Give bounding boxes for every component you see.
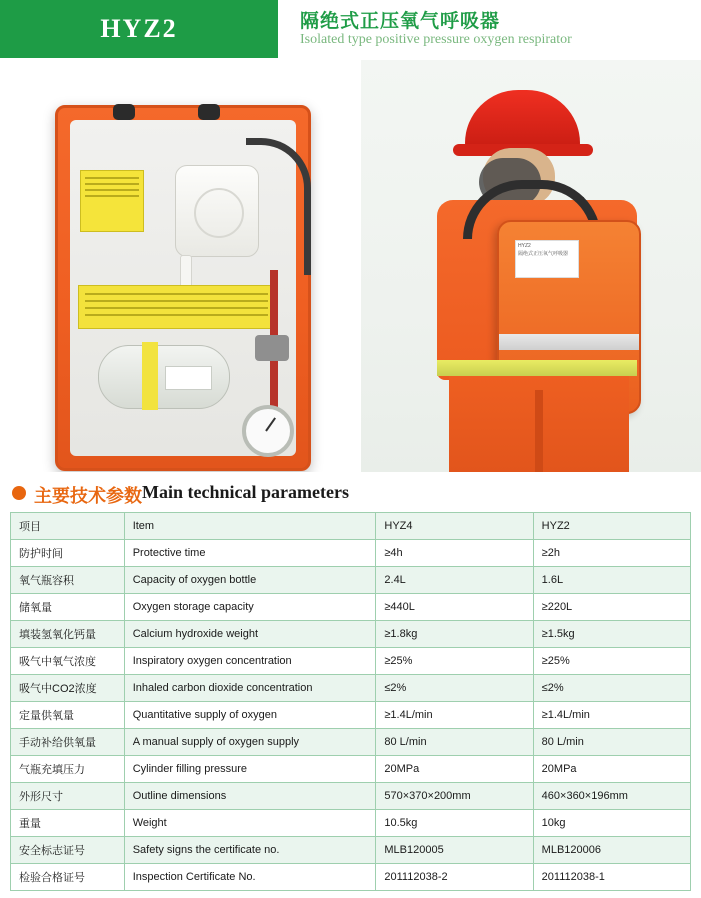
knob-icon bbox=[198, 104, 220, 120]
table-row bbox=[11, 864, 691, 891]
table-cell: 填装氢氧化钙量 bbox=[11, 621, 125, 648]
table-row bbox=[11, 702, 691, 729]
table-cell: Cylinder filling pressure bbox=[124, 756, 376, 783]
yellow-label-box bbox=[80, 170, 144, 232]
product-title-cn: 隔绝式正压氧气呼吸器 bbox=[300, 11, 501, 32]
table-cell: MLB120006 bbox=[533, 837, 690, 864]
pack-reflective-band bbox=[499, 334, 639, 350]
table-cell: ≤2% bbox=[533, 675, 690, 702]
cylinder-strap bbox=[142, 342, 158, 410]
table-row bbox=[11, 756, 691, 783]
table-row bbox=[11, 648, 691, 675]
table-cell: Capacity of oxygen bottle bbox=[124, 567, 376, 594]
table-cell: Weight bbox=[124, 810, 376, 837]
section-title-en: Main technical parameters bbox=[142, 482, 349, 502]
table-cell: 重量 bbox=[11, 810, 125, 837]
reflective-stripe bbox=[437, 360, 637, 376]
table-header-cell: HYZ4 bbox=[376, 513, 533, 540]
worker-photo bbox=[405, 60, 695, 472]
table-cell: Quantitative supply of oxygen bbox=[124, 702, 376, 729]
table-row bbox=[11, 675, 691, 702]
pack-desc-text: 隔绝式正压氧气呼吸器 bbox=[518, 250, 569, 257]
table-cell: ≥2h bbox=[533, 540, 690, 567]
table-cell: 460×360×196mm bbox=[533, 783, 690, 810]
device-interior bbox=[70, 120, 296, 456]
table-cell: 检验合格证号 bbox=[11, 864, 125, 891]
table-cell: Inhaled carbon dioxide concentration bbox=[124, 675, 376, 702]
label-lines bbox=[85, 293, 268, 295]
label-lines bbox=[85, 177, 139, 179]
breathing-hose bbox=[246, 138, 311, 275]
model-band bbox=[0, 0, 278, 58]
product-title-en: Isolated type positive pressure oxygen respirator bbox=[300, 32, 572, 47]
table-cell: 2.4L bbox=[376, 567, 533, 594]
table-row bbox=[11, 810, 691, 837]
table-cell: 80 L/min bbox=[533, 729, 690, 756]
table-cell: 10kg bbox=[533, 810, 690, 837]
bullet-dot-icon bbox=[12, 486, 26, 500]
table-header-cell: 项目 bbox=[11, 513, 125, 540]
cylinder-label bbox=[165, 366, 212, 390]
table-cell: 1.6L bbox=[533, 567, 690, 594]
table-row bbox=[11, 621, 691, 648]
regulator-valve bbox=[255, 335, 289, 361]
table-cell: Inspiratory oxygen concentration bbox=[124, 648, 376, 675]
table-cell: 20MPa bbox=[376, 756, 533, 783]
table-cell: ≥4h bbox=[376, 540, 533, 567]
leg-divider bbox=[535, 390, 543, 472]
table-header-row bbox=[11, 513, 691, 540]
table-cell: A manual supply of oxygen supply bbox=[124, 729, 376, 756]
table-cell: ≥1.4L/min bbox=[376, 702, 533, 729]
pack-model-text: HYZ2 bbox=[518, 243, 531, 249]
table-cell: 外形尺寸 bbox=[11, 783, 125, 810]
table-row bbox=[11, 594, 691, 621]
table-cell: Safety signs the certificate no. bbox=[124, 837, 376, 864]
specs-table bbox=[10, 512, 691, 891]
table-cell: 201112038-1 bbox=[533, 864, 690, 891]
pressure-gauge bbox=[242, 405, 294, 457]
table-row bbox=[11, 837, 691, 864]
table-cell: 吸气中CO2浓度 bbox=[11, 675, 125, 702]
respirator-unit-photo bbox=[55, 105, 311, 471]
table-cell: Calcium hydroxide weight bbox=[124, 621, 376, 648]
table-row bbox=[11, 729, 691, 756]
section-title-cn: 主要技术参数 bbox=[34, 486, 142, 506]
specs-table-body bbox=[11, 513, 691, 891]
table-row bbox=[11, 783, 691, 810]
table-cell: 氧气瓶容积 bbox=[11, 567, 125, 594]
table-cell: ≥440L bbox=[376, 594, 533, 621]
table-cell: ≥220L bbox=[533, 594, 690, 621]
table-cell: Inspection Certificate No. bbox=[124, 864, 376, 891]
table-header-cell: Item bbox=[124, 513, 376, 540]
safety-helmet bbox=[465, 90, 580, 152]
instruction-label bbox=[78, 285, 275, 329]
page-header bbox=[0, 0, 701, 60]
table-cell: 10.5kg bbox=[376, 810, 533, 837]
table-cell: ≥25% bbox=[533, 648, 690, 675]
table-cell: ≥25% bbox=[376, 648, 533, 675]
pack-model-label bbox=[515, 240, 579, 278]
table-cell: 气瓶充填压力 bbox=[11, 756, 125, 783]
table-cell: 80 L/min bbox=[376, 729, 533, 756]
table-cell: 201112038-2 bbox=[376, 864, 533, 891]
section-heading bbox=[0, 478, 701, 510]
table-cell: 安全标志证号 bbox=[11, 837, 125, 864]
table-cell: 570×370×200mm bbox=[376, 783, 533, 810]
table-cell: ≥1.5kg bbox=[533, 621, 690, 648]
table-header-cell: HYZ2 bbox=[533, 513, 690, 540]
specs-table-wrapper bbox=[10, 512, 691, 891]
table-cell: Outline dimensions bbox=[124, 783, 376, 810]
table-cell: 20MPa bbox=[533, 756, 690, 783]
table-row bbox=[11, 540, 691, 567]
table-cell: Oxygen storage capacity bbox=[124, 594, 376, 621]
table-row bbox=[11, 567, 691, 594]
table-cell: 吸气中氧气浓度 bbox=[11, 648, 125, 675]
table-cell: Protective time bbox=[124, 540, 376, 567]
table-cell: ≥1.8kg bbox=[376, 621, 533, 648]
tube-icon bbox=[180, 255, 192, 289]
knob-icon bbox=[113, 104, 135, 120]
table-cell: MLB120005 bbox=[376, 837, 533, 864]
model-title: HYZ2 bbox=[100, 14, 178, 43]
table-cell: 定量供氧量 bbox=[11, 702, 125, 729]
table-cell: ≥1.4L/min bbox=[533, 702, 690, 729]
product-photo-area bbox=[0, 60, 701, 472]
table-cell: 储氧量 bbox=[11, 594, 125, 621]
table-cell: ≤2% bbox=[376, 675, 533, 702]
table-cell: 手动补给供氧量 bbox=[11, 729, 125, 756]
table-cell: 防护时间 bbox=[11, 540, 125, 567]
